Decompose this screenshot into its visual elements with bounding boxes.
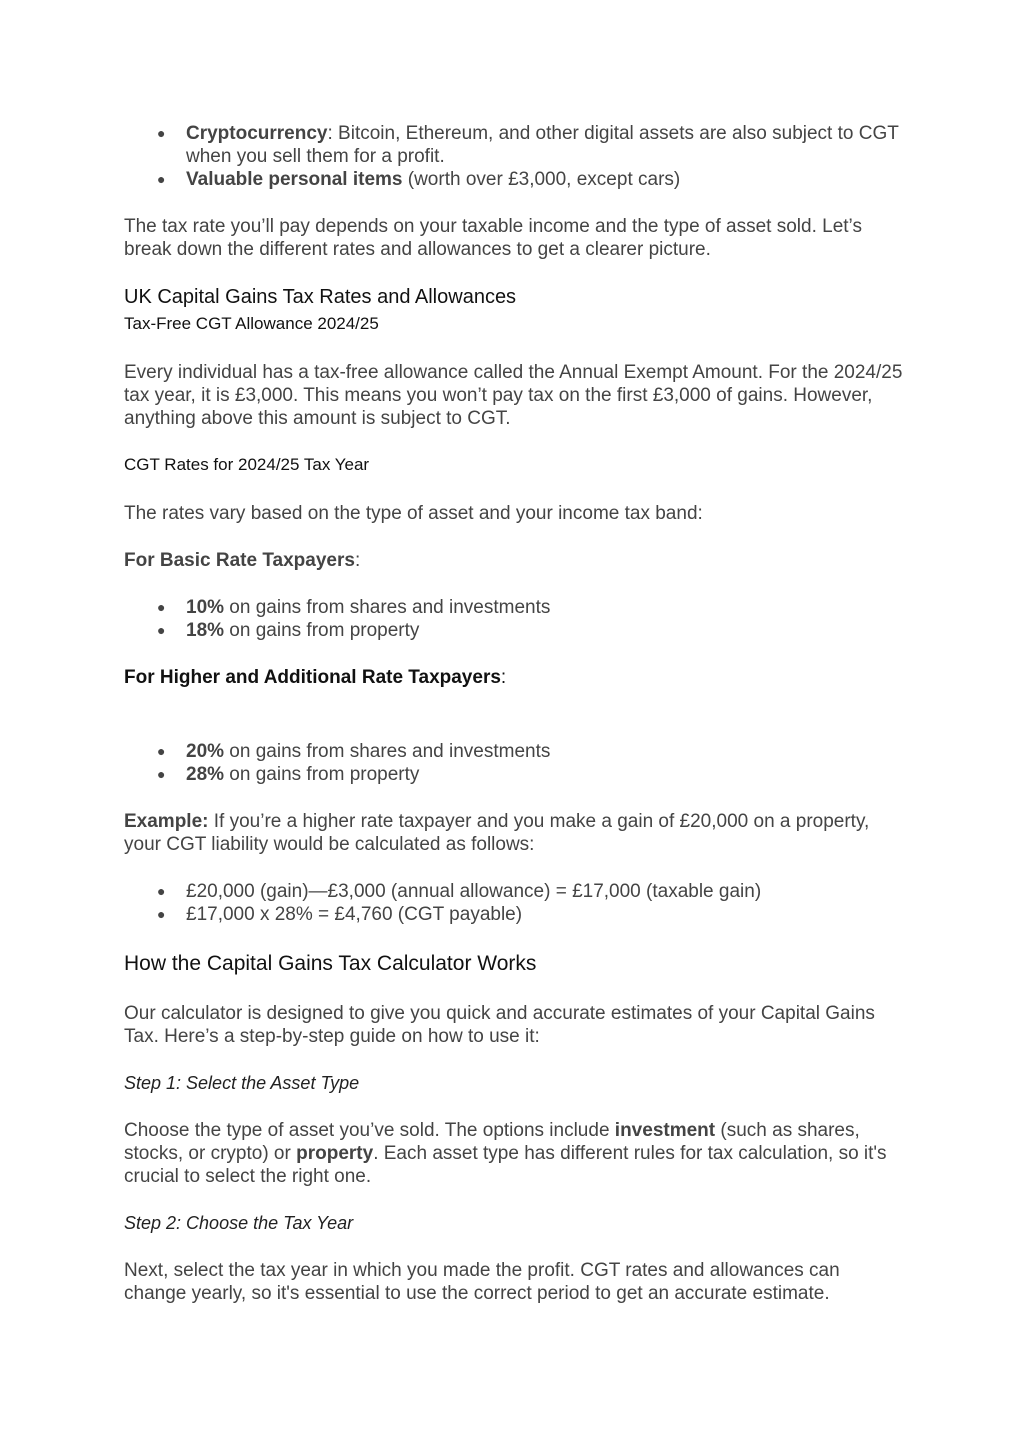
bullet-icon: ● <box>157 171 166 187</box>
list-item-text: on gains from property <box>224 764 420 785</box>
list-item <box>124 763 904 786</box>
rate-value: 18% <box>186 620 225 641</box>
basic-rate-label: For Basic Rate Taxpayers <box>124 550 355 571</box>
list-item <box>124 880 904 903</box>
bold-run: property <box>296 1143 374 1164</box>
list-item <box>124 619 904 642</box>
list-item <box>124 596 904 619</box>
list-item <box>124 168 904 191</box>
list-item-text: £17,000 x 28% = £4,760 (CGT payable) <box>186 904 523 925</box>
rate-value: 20% <box>186 741 225 762</box>
rate-value: 28% <box>186 764 225 785</box>
subsection-heading: CGT Rates for 2024/25 Tax Year <box>124 455 370 474</box>
higher-rate-heading <box>124 666 904 689</box>
list-item <box>124 122 904 168</box>
paragraph: The rates vary based on the type of asset and your income tax band: <box>124 503 703 524</box>
basic-rate-heading <box>124 549 904 572</box>
asset-list <box>124 122 904 191</box>
paragraph: Next, select the tax year in which you made the profit. CGT rates and allowances can change yearly, so it's essential to use the correct period to get an accurate estimate. <box>124 1260 840 1304</box>
bullet-icon: ● <box>157 743 166 759</box>
list-item-bold: Valuable personal items <box>186 169 403 190</box>
subsection-heading: Tax-Free CGT Allowance 2024/25 <box>124 314 379 333</box>
paragraph <box>124 1119 904 1188</box>
list-item <box>124 903 904 926</box>
bullet-icon: ● <box>157 125 166 141</box>
list-item-text: on gains from shares and investments <box>224 741 551 762</box>
higher-rate-list <box>124 740 904 786</box>
colon: : <box>500 667 507 688</box>
basic-rate-list <box>124 596 904 642</box>
rate-value: 10% <box>186 597 225 618</box>
document-page <box>124 122 904 1305</box>
paragraph: Every individual has a tax-free allowance called the Annual Exempt Amount. For the 2024/25 tax year, it is £3,000. This means you won’t pay tax on the first £3,000 of gains. However, anything above this amount is subject to CGT. <box>124 362 903 429</box>
example-paragraph <box>124 810 904 856</box>
list-item-bold: Cryptocurrency <box>186 123 328 144</box>
text-run: Choose the type of asset you’ve sold. The options include <box>124 1120 615 1141</box>
example-text: If you’re a higher rate taxpayer and you make a gain of £20,000 on a property, your CGT liability would be calculated as follows: <box>124 811 870 855</box>
paragraph: The tax rate you’ll pay depends on your taxable income and the type of asset sold. Let’s break down the different rates and allowances to get a clearer picture. <box>124 216 862 260</box>
example-label: Example: <box>124 811 209 832</box>
bold-run: investment <box>614 1120 716 1141</box>
calculation-list <box>124 880 904 926</box>
step-heading: Step 1: Select the Asset Type <box>124 1073 360 1093</box>
list-item <box>124 740 904 763</box>
text-run: (such as shares, stocks, or crypto) or <box>124 1120 860 1164</box>
bullet-icon: ● <box>157 883 166 899</box>
section-heading: How the Capital Gains Tax Calculator Works <box>124 952 537 975</box>
bullet-icon: ● <box>157 766 166 782</box>
list-item-text: (worth over £3,000, except cars) <box>402 169 681 190</box>
list-item-text: £20,000 (gain)—£3,000 (annual allowance) = £17,000 (taxable gain) <box>186 881 762 902</box>
bullet-icon: ● <box>157 906 166 922</box>
list-item-text: : Bitcoin, Ethereum, and other digital assets are also subject to CGT when you sell them for a profit. <box>186 123 899 167</box>
list-item-text: on gains from property <box>224 620 420 641</box>
text-run: . Each asset type has different rules for tax calculation, so it's crucial to select the right one. <box>124 1143 887 1187</box>
section-heading: UK Capital Gains Tax Rates and Allowances <box>124 286 517 308</box>
colon: : <box>354 550 361 571</box>
bullet-icon: ● <box>157 622 166 638</box>
step-heading: Step 2: Choose the Tax Year <box>124 1213 354 1233</box>
list-item-text: on gains from shares and investments <box>224 597 551 618</box>
paragraph: Our calculator is designed to give you quick and accurate estimates of your Capital Gains Tax. Here’s a step-by-step guide on how to use it: <box>124 1003 875 1047</box>
bullet-icon: ● <box>157 599 166 615</box>
higher-rate-label: For Higher and Additional Rate Taxpayers <box>124 667 501 688</box>
